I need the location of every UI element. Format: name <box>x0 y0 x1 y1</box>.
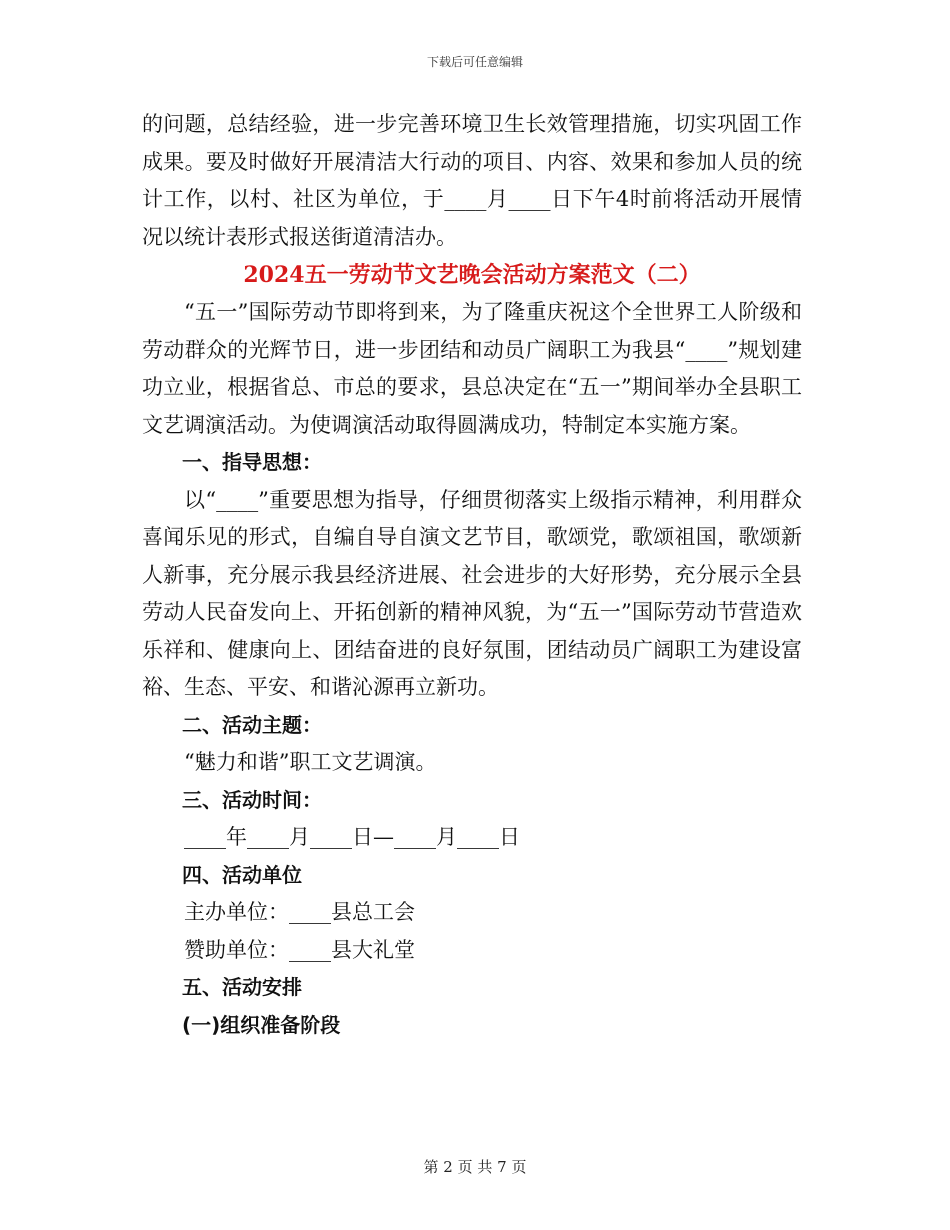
page-header: 下载后可任意编辑 <box>426 55 523 69</box>
section-heading-theme: 二、活动主题： <box>182 712 322 737</box>
section-heading-time: 三、活动时间： <box>182 787 322 812</box>
section-heading-arrangement: 五、活动安排 <box>182 975 302 999</box>
intro-paragraph: “五一”国际劳动节即将到来，为了隆重庆祝这个全世界工人阶级和劳动群众的光辉节日，进一步团结和动员广阔职工为我县“____”规划建功立业，根据省总、市总的要求，县总决定在“五一”期间举办全县职工文艺调演活动。为使调演活动取得圆满成功，特制定本实施方案。 <box>142 300 802 437</box>
document-body <box>142 106 802 1044</box>
guiding-ideology-paragraph: 以“____”重要思想为指导，仔细贯彻落实上级指示精神，利用群众喜闻乐见的形式，自编自导自演文艺节目，歌颂党，歌颂祖国，歌颂新人新事，充分展示我县经济进展、社会进步的大好形势，充分展示全县劳动人民奋发向上、开拓创新的精神风貌，为“五一”国际劳动节营造欢乐祥和、健康向上、团结奋进的良好氛围，团结动员广阔职工为建设富裕、生态、平安、和谐沁源再立新功。 <box>142 487 802 699</box>
document-title: 2024五一劳动节文艺晚会活动方案范文（二） <box>243 262 701 288</box>
page-footer: 第 2 页 共 7 页 <box>423 1158 527 1176</box>
time-text: ____年____月____日—____月____日 <box>184 825 520 849</box>
sponsor-organizer: 赞助单位：____县大礼堂 <box>184 937 415 962</box>
host-organizer: 主办单位：____县总工会 <box>184 900 415 924</box>
paragraph-continuation: 的问题，总结经验，进一步完善环境卫生长效管理措施，切实巩固工作成果。要及时做好开展清洁大行动的项目、内容、效果和参加人员的统计工作，以村、社区为单位，于____月____日下午4时前将活动开展情况以统计表形式报送街道清洁办。 <box>142 112 802 249</box>
subsection-heading-preparation: (一)组织准备阶段 <box>182 1012 341 1037</box>
section-heading-organizers: 四、活动单位 <box>182 862 302 887</box>
theme-text: “魅力和谐”职工文艺调演。 <box>184 750 437 774</box>
section-heading-guiding-ideology: 一、指导思想： <box>182 450 322 474</box>
